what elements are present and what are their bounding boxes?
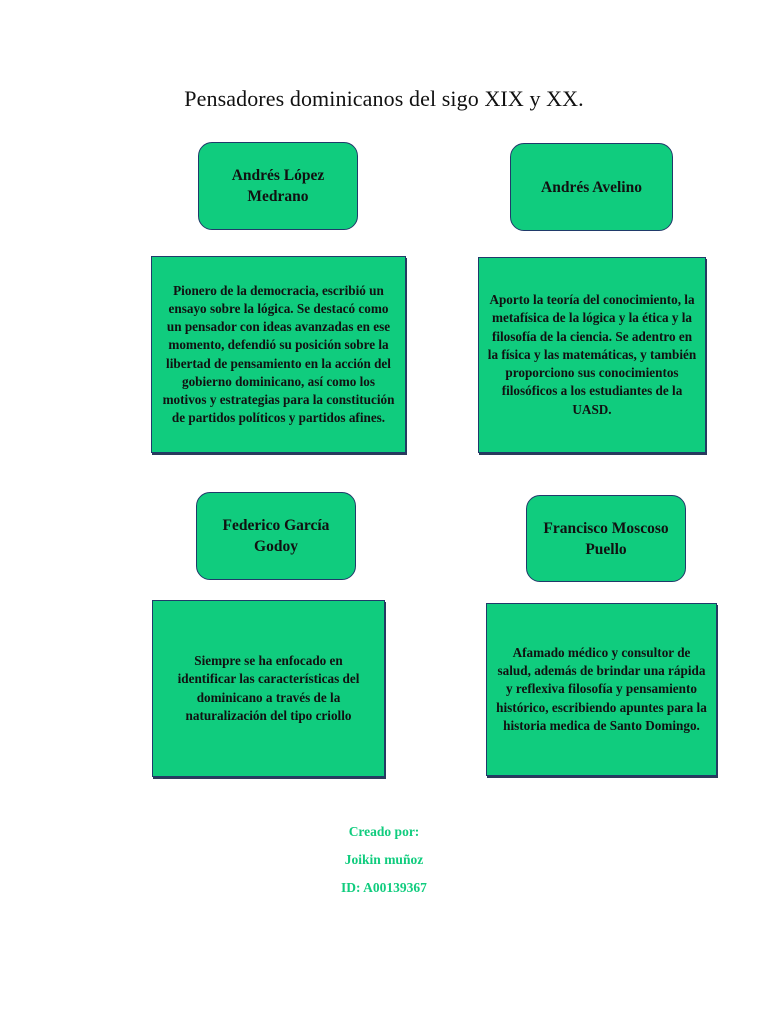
thinker-name-label: Francisco Moscoso Puello (543, 519, 669, 558)
thinker-name-label: Andrés López Medrano (231, 167, 325, 205)
thinker-description-garcia-godoy (152, 600, 385, 777)
thinker-name-garcia-godoy (196, 492, 356, 580)
thinker-description-moscoso-puello (486, 603, 717, 776)
thinker-name-avelino (510, 143, 673, 231)
thinker-name-label: Andrés Avelino (541, 178, 642, 196)
thinker-name-moscoso-puello (526, 495, 686, 582)
thinker-description-text: Afamado médico y consultor de salud, además de brindar una rápida y reflexiva filosofía y pensamiento histórico, escribiendo apuntes para la historia medica de Santo Domingo. (496, 644, 707, 733)
thinker-name-lopez-medrano (198, 142, 358, 230)
author-name: Joikin muñoz (344, 852, 424, 867)
thinker-description-text: Aporto la teoría del conocimiento, la metafísica de la lógica y la ética y la filosofía de la ciencia. Se adentro en la física y las matemáticas, y también proporciono sus conocimientos filosóficos a los estudiantes de la UASD. (487, 292, 697, 417)
author-id: ID: A00139367 (341, 880, 427, 895)
thinker-name-label: Federico García Godoy (222, 517, 330, 555)
thinker-description-lopez-medrano (151, 256, 406, 453)
created-by-label: Creado por: (348, 824, 420, 839)
thinker-description-text: Pionero de la democracia, escribió un ensayo sobre la lógica. Se destacó como un pensador con ideas avanzadas en ese momento, defendió su posición sobre la libertad de pensamiento en la acción del gobierno dominicano, así como los motivos y estrategias para la constitución de partidos políticos y partidos afines. (162, 282, 395, 426)
page-title: Pensadores dominicanos del sigo XIX y XX. (184, 86, 584, 111)
thinker-description-text: Siempre se ha enfocado en identificar las características del dominicano a través de la naturalización del tipo criollo (177, 653, 360, 723)
thinker-description-avelino (478, 257, 706, 453)
